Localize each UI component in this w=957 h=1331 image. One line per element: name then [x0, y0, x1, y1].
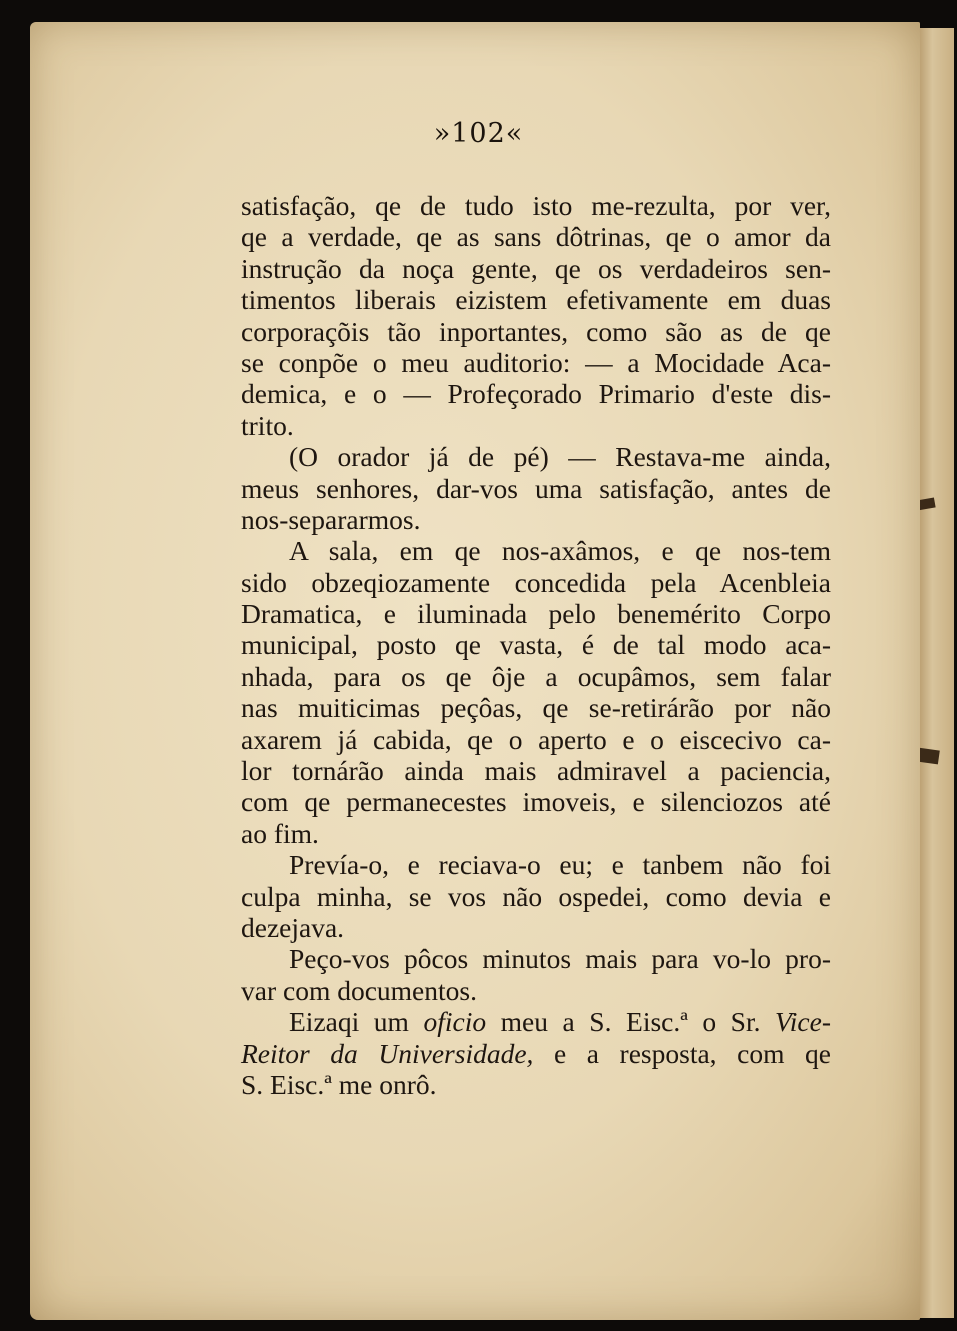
ornament-left: » — [433, 118, 452, 149]
text-line: nos-separarmos. — [241, 503, 421, 535]
text-line: municipal, posto qe vasta, é de tal modo aca- — [241, 629, 831, 661]
text-line: trito. — [241, 409, 294, 441]
text-line: Eizaqi um oficio meu a S. Eisc.ª o Sr. Vice- — [289, 1006, 831, 1038]
text-line: com qe permanecestes imoveis, e silenciozos até — [241, 786, 831, 818]
text-line: Reitor da Universidade, e a resposta, com qe — [241, 1037, 831, 1069]
text-line: A sala, em qe nos-axâmos, e qe nos-tem — [289, 535, 831, 567]
text-line: Prevía-o, e reciava-o eu; e tanbem não foi — [289, 849, 831, 881]
text-line: meus senhores, dar-vos uma satisfação, antes de — [241, 472, 831, 504]
text-line: var com documentos. — [241, 974, 477, 1006]
text-line: lor tornárão ainda mais admiravel a paciencia, — [241, 755, 831, 787]
text-line: timentos liberais eizistem efetivamente em duas — [241, 284, 831, 316]
ornament-right: « — [505, 118, 524, 149]
text-line: demica, e o — Profeçorado Primario d'este dis- — [241, 378, 831, 410]
text-line: Peço-vos pôcos minutos mais para vo-lo pro- — [289, 943, 831, 975]
text-line: ao fim. — [241, 817, 319, 849]
text-line: S. Eisc.ª me onrô. — [241, 1068, 437, 1100]
text-line: se conpõe o meu auditorio: — a Mocidade Aca- — [241, 346, 831, 378]
body-text — [241, 190, 831, 1100]
text-line: culpa minha, se vos não ospedei, como devia e — [241, 880, 831, 912]
text-line: instrução da noça gente, qe os verdadeiros sen- — [241, 252, 831, 284]
text-line: satisfação, qe de tudo isto me-rezulta, por ver, — [241, 190, 831, 221]
adjacent-page-edge — [918, 28, 954, 1318]
text-line: qe a verdade, qe as sans dôtrinas, qe o amor da — [241, 221, 831, 253]
text-line: nhada, para os qe ôje a ocupâmos, sem falar — [241, 660, 831, 692]
text-line: sido obzeqiozamente concedida pela Acenbleia — [241, 566, 831, 598]
text-line: (O orador já de pé) — Restava-me ainda, — [289, 441, 831, 473]
text-line: dezejava. — [241, 911, 345, 943]
page-number: »102« — [433, 118, 524, 149]
text-line: axarem já cabida, qe o aperto e o eiscecivo ca- — [241, 723, 831, 755]
text-line: corporaçõis tão inportantes, como são as de qe — [241, 315, 831, 347]
text-line: Dramatica, e iluminada pelo benemérito Corpo — [241, 598, 831, 630]
text-line: nas muiticimas peçôas, qe se-retirárão por não — [241, 692, 831, 724]
